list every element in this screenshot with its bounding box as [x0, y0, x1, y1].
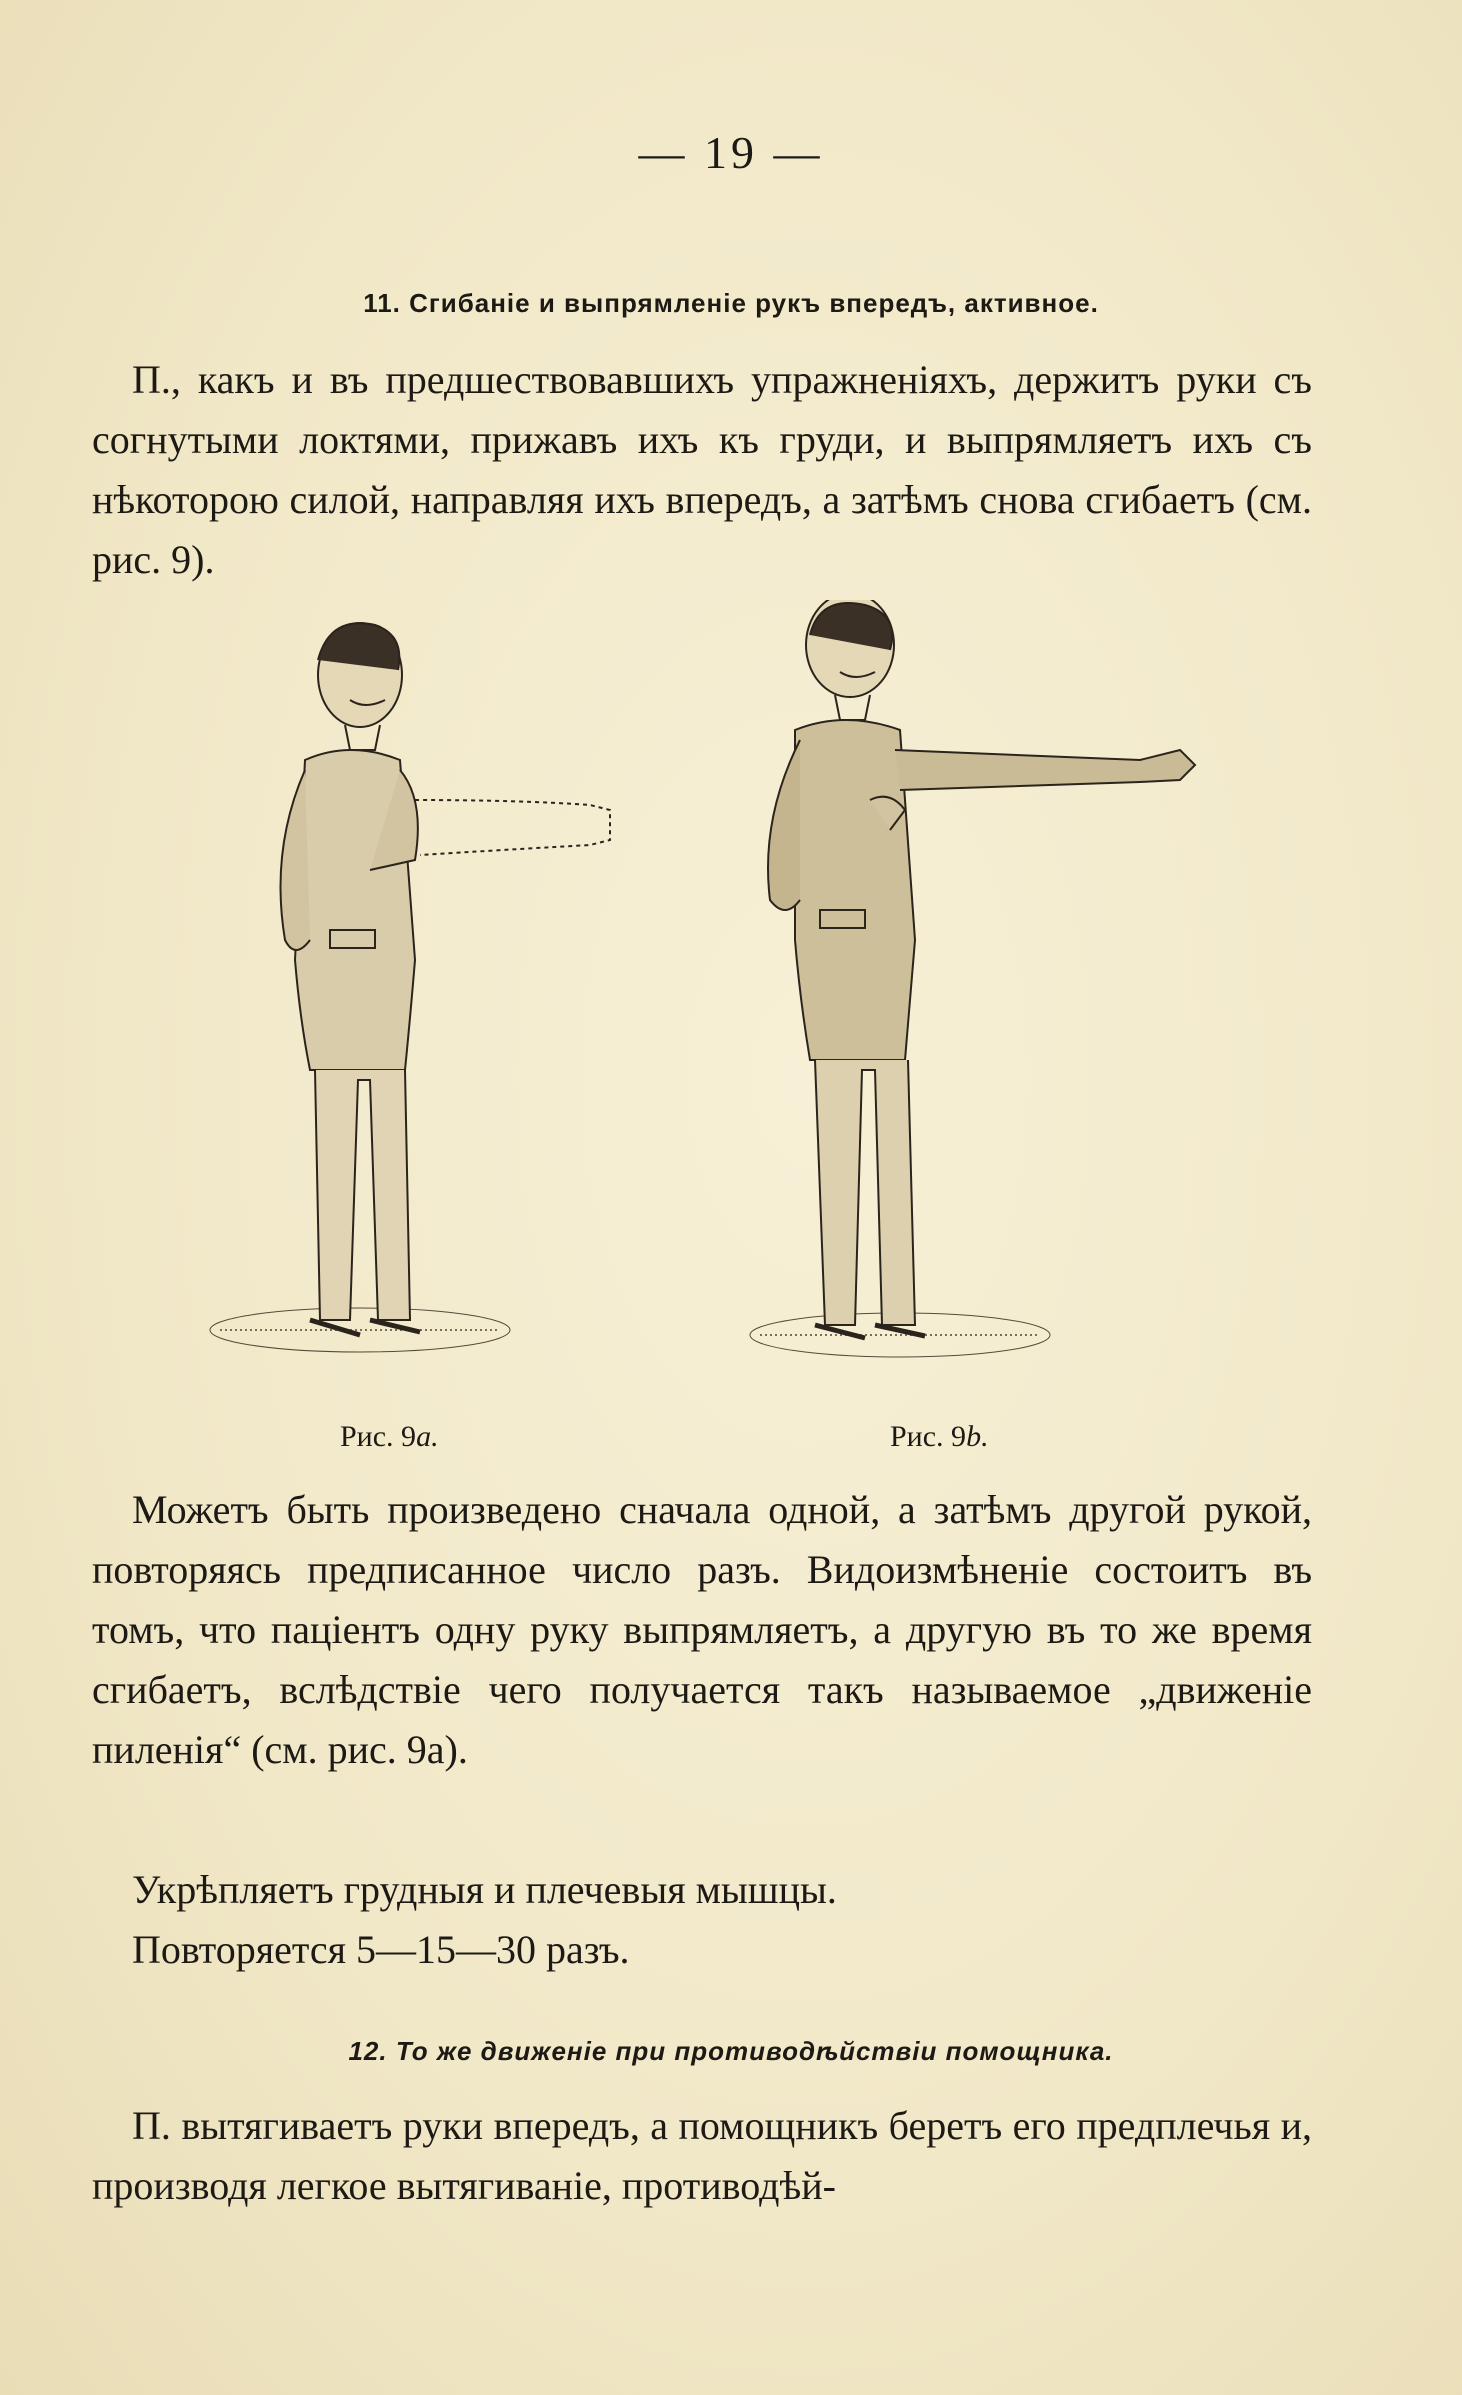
variation-text: Можетъ быть произведено сначала одной, а затѣмъ другой рукой, повторяясь предписанное число разъ. Видоизмѣненіе состоитъ въ томъ, что паціентъ одну руку выпрямляетъ, а другую въ то же время сгибаетъ, вслѣдствіе чего получается такъ называемое „движеніе пиленія“ (см. рис. 9а). — [92, 1487, 1312, 1772]
section-11-text: П., какъ и въ предшествовавшихъ упражненіяхъ, держитъ руки съ согнутыми локтями, прижавъ ихъ къ груди, и выпрямляетъ ихъ съ нѣкоторою силой, направляя ихъ впередъ, а затѣмъ снова сгибаетъ (см. рис. 9). — [92, 357, 1312, 582]
figure-9a-caption-letter: a. — [416, 1420, 439, 1453]
section-11-paragraph — [92, 350, 1312, 590]
repeat-text: Повторяется 5—15—30 разъ. — [132, 1927, 630, 1972]
section-12-heading: 12. То же движеніе при противодѣйствіи помощника. — [348, 2036, 1114, 2066]
section-11-heading: 11. Сгибаніе и выпрямленіе рукъ впередъ, активное. — [363, 288, 1099, 318]
figure-9b-caption-prefix: Рис. 9 — [890, 1420, 967, 1453]
figure-9b-caption-letter: b. — [966, 1420, 989, 1453]
figure-9b-illustration — [740, 600, 1260, 1420]
page-number: — 19 — — [638, 127, 824, 178]
section-12-paragraph — [92, 2096, 1312, 2216]
strengthens-text: Укрѣпляетъ грудныя и плечевыя мышцы. — [132, 1867, 837, 1912]
repeat-paragraph — [92, 1920, 1312, 1980]
figure-9a-caption-prefix: Рис. 9 — [340, 1420, 417, 1453]
section-12-text: П. вытягиваетъ руки впередъ, а помощникъ беретъ его предплечья и, производя легкое вытягиваніе, противодѣй- — [92, 2103, 1312, 2208]
variation-paragraph — [92, 1480, 1312, 1780]
figure-9b-caption — [890, 1420, 989, 1454]
strengthens-paragraph — [92, 1860, 1312, 1920]
figure-9a-illustration — [200, 600, 680, 1420]
figure-9a-caption — [340, 1420, 439, 1454]
